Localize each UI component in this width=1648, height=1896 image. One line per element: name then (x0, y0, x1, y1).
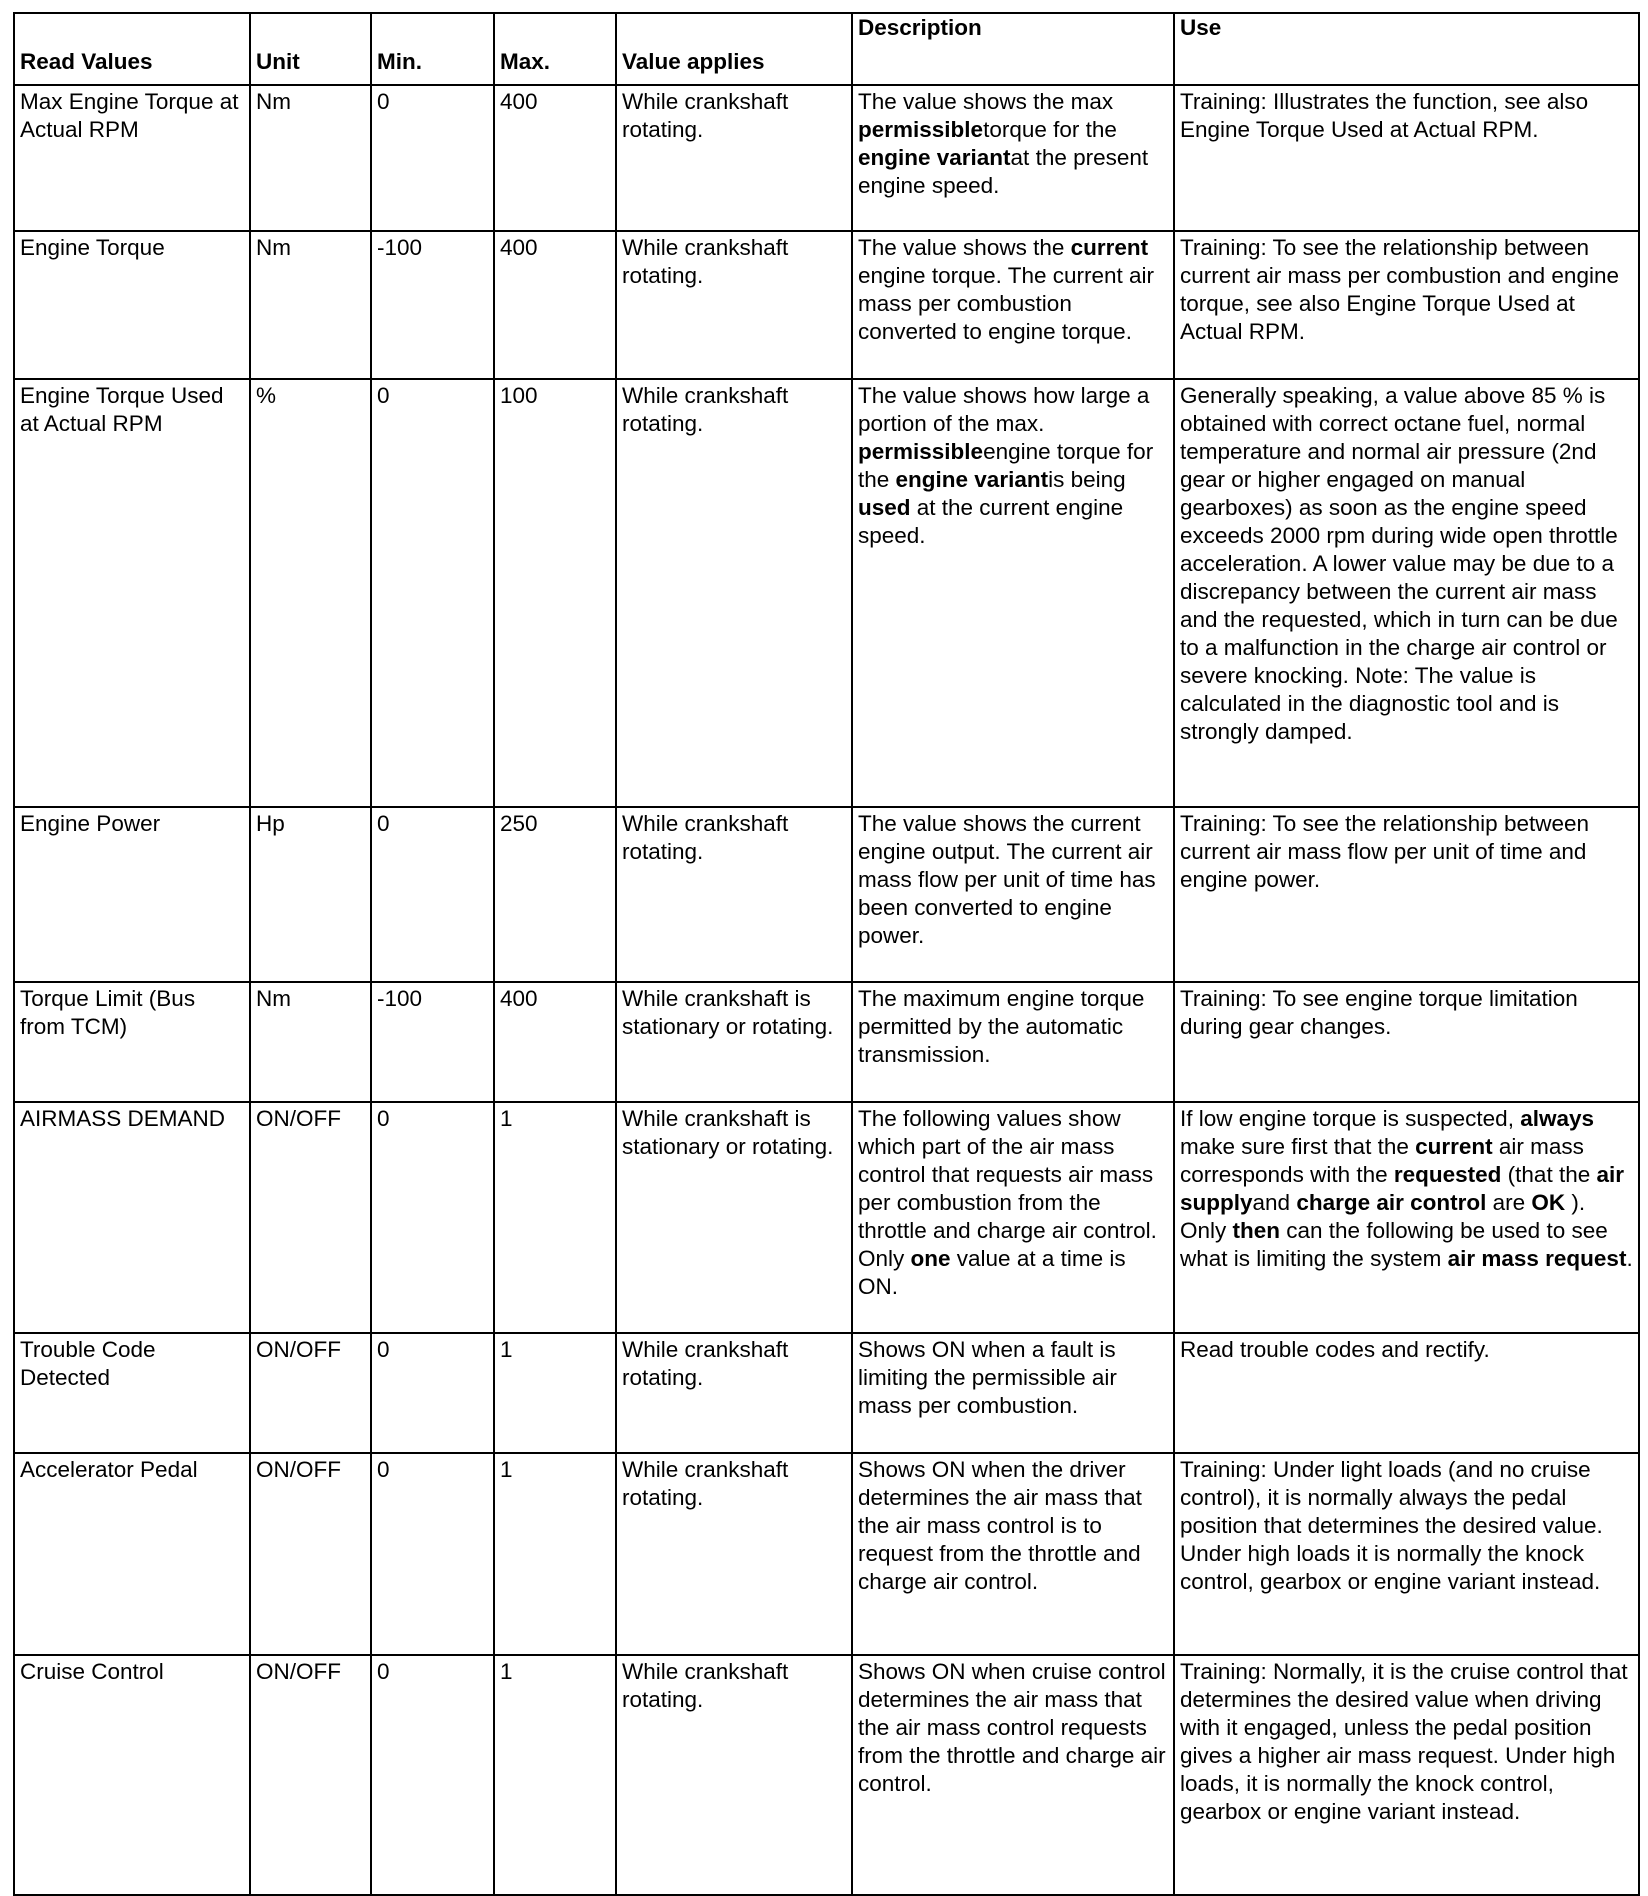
cell-read-value: Max Engine Torque at Actual RPM (14, 85, 250, 231)
cell-description-text: value at a time is ON. (858, 1246, 1126, 1299)
table-row (14, 1102, 1639, 1333)
cell-read-value: AIRMASS DEMAND (14, 1102, 250, 1333)
header-row (14, 13, 1639, 85)
cell-unit: Nm (250, 982, 371, 1102)
cell-description-text: The value shows how large a portion of the max. (858, 383, 1150, 436)
cell-use-text: Training: To see engine torque limitation during gear changes. (1180, 986, 1578, 1039)
cell-description-emphasis: one (910, 1246, 951, 1271)
cell-description-text: Shows ON when a fault is limiting the permissible air mass per combustion. (858, 1337, 1117, 1418)
cell-description-emphasis: permissible (858, 117, 984, 142)
cell-description (852, 1102, 1174, 1333)
cell-use-emphasis: always (1520, 1106, 1595, 1131)
cell-use (1174, 1102, 1639, 1333)
cell-use-text: (that the (1501, 1162, 1597, 1187)
cell-value-applies: While crankshaft is stationary or rotating. (616, 1102, 852, 1333)
table-row (14, 982, 1639, 1102)
cell-description-emphasis: current (1070, 235, 1149, 260)
cell-description (852, 379, 1174, 807)
cell-description-text: The value shows the (858, 235, 1071, 260)
table-row (14, 85, 1639, 231)
cell-description-text: Shows ON when the driver determines the air mass that the air mass control is to request from the throttle and charge air control. (858, 1457, 1142, 1594)
cell-description-text: The value shows the max (858, 89, 1114, 114)
cell-use-text: Training: To see the relationship between current air mass flow per unit of time and engine power. (1180, 811, 1590, 892)
cell-value-applies: While crankshaft rotating. (616, 231, 852, 379)
cell-description (852, 85, 1174, 231)
cell-description-text: is being (1048, 467, 1126, 492)
header-unit: Unit (250, 13, 371, 85)
cell-read-value: Engine Power (14, 807, 250, 982)
cell-use-text: air mass corresponds with the (1180, 1134, 1584, 1187)
cell-description-text: The maximum engine torque permitted by the automatic transmission. (858, 986, 1145, 1067)
cell-description (852, 807, 1174, 982)
cell-read-value: Engine Torque (14, 231, 250, 379)
cell-use (1174, 982, 1639, 1102)
header-max: Max. (494, 13, 616, 85)
cell-description (852, 1655, 1174, 1895)
cell-use-text: and (1252, 1190, 1297, 1215)
cell-description-text: at the current engine speed. (858, 495, 1124, 548)
cell-unit: Nm (250, 231, 371, 379)
cell-use-emphasis: then (1232, 1218, 1281, 1243)
cell-max: 1 (494, 1655, 616, 1895)
cell-description-text: engine torque. The current air mass per combustion converted to engine torque. (858, 263, 1155, 344)
cell-description-text: The following values show which part of the air mass control that requests air mass per combustion from the throttle and charge air control. Only (858, 1106, 1157, 1271)
cell-max: 250 (494, 807, 616, 982)
cell-read-value: Engine Torque Used at Actual RPM (14, 379, 250, 807)
cell-value-applies: While crankshaft rotating. (616, 807, 852, 982)
cell-use (1174, 1655, 1639, 1895)
cell-use (1174, 807, 1639, 982)
cell-max: 400 (494, 982, 616, 1102)
cell-unit: % (250, 379, 371, 807)
cell-description-text: The value shows the current engine output. The current air mass flow per unit of time has been converted to engine power. (858, 811, 1156, 948)
cell-description (852, 1453, 1174, 1655)
cell-value-applies: While crankshaft rotating. (616, 1655, 852, 1895)
cell-min: -100 (371, 231, 494, 379)
cell-description-emphasis: used (858, 495, 911, 520)
cell-min: 0 (371, 1102, 494, 1333)
cell-description-text: at the present engine speed. (858, 145, 1149, 198)
cell-unit: Hp (250, 807, 371, 982)
cell-use-emphasis: OK (1531, 1190, 1566, 1215)
cell-use (1174, 379, 1639, 807)
cell-min: 0 (371, 1453, 494, 1655)
cell-use-text: Training: Illustrates the function, see also Engine Torque Used at Actual RPM. (1180, 89, 1589, 142)
header-use: Use (1174, 13, 1639, 85)
cell-max: 400 (494, 231, 616, 379)
cell-description-emphasis: engine variant (858, 145, 1011, 170)
cell-use-text: Read trouble codes and rectify. (1180, 1337, 1490, 1362)
cell-use-emphasis: air mass request (1447, 1246, 1627, 1271)
cell-use (1174, 231, 1639, 379)
read-values-table (13, 12, 1640, 1896)
cell-min: 0 (371, 1333, 494, 1453)
cell-use (1174, 1333, 1639, 1453)
cell-use-text: ). Only (1180, 1190, 1586, 1243)
cell-use-text: If low engine torque is suspected, (1180, 1106, 1521, 1131)
cell-use-text: Training: Normally, it is the cruise control that determines the desired value when driving with it engaged, unless the pedal position gives a higher air mass request. Under high loads, it is normally the knock control, gearbox or engine variant instead. (1180, 1659, 1628, 1824)
cell-unit: Nm (250, 85, 371, 231)
header-min: Min. (371, 13, 494, 85)
cell-read-value: Torque Limit (Bus from TCM) (14, 982, 250, 1102)
cell-description-emphasis: permissible (858, 439, 984, 464)
cell-use-emphasis: charge air control (1296, 1190, 1487, 1215)
cell-unit: ON/OFF (250, 1655, 371, 1895)
cell-max: 1 (494, 1102, 616, 1333)
cell-unit: ON/OFF (250, 1102, 371, 1333)
cell-value-applies: While crankshaft rotating. (616, 1333, 852, 1453)
table-row (14, 1655, 1639, 1895)
cell-min: 0 (371, 807, 494, 982)
cell-use-emphasis: current (1415, 1134, 1493, 1159)
header-description: Description (852, 13, 1174, 85)
cell-use-text: can the following be used to see what is limiting the system (1180, 1218, 1608, 1271)
cell-use-text: Generally speaking, a value above 85 % is obtained with correct octane fuel, normal temperature and normal air pressure (2nd gear or higher engaged on manual gearboxes) as soon as the engine speed exceeds 2000 rpm during wide open throttle acceleration. A lower value may be due to a discrepancy between the current air mass and the requested, which in turn can be due to a malfunction in the charge air control or severe knocking. Note: The value is calculated in the diagnostic tool and is strongly damped. (1180, 383, 1618, 744)
table-row (14, 379, 1639, 807)
cell-value-applies: While crankshaft is stationary or rotating. (616, 982, 852, 1102)
cell-use-text: Training: To see the relationship between current air mass per combustion and engine torque, see also Engine Torque Used at Actual RPM. (1180, 235, 1619, 344)
cell-description-text: Shows ON when cruise control determines the air mass that the air mass control requests from the throttle and charge air control. (858, 1659, 1166, 1796)
cell-min: 0 (371, 1655, 494, 1895)
cell-description (852, 982, 1174, 1102)
cell-use-text: Training: Under light loads (and no cruise control), it is normally always the pedal position that determines the desired value. Under high loads it is normally the knock control, gearbox or engine variant instead. (1180, 1457, 1603, 1594)
cell-read-value: Trouble Code Detected (14, 1333, 250, 1453)
cell-use-text: make sure first that the (1180, 1134, 1416, 1159)
cell-use-emphasis: air supply (1180, 1162, 1625, 1215)
table-row (14, 1333, 1639, 1453)
cell-use-text: . (1626, 1246, 1633, 1271)
table-row (14, 231, 1639, 379)
cell-value-applies: While crankshaft rotating. (616, 1453, 852, 1655)
cell-max: 1 (494, 1453, 616, 1655)
cell-read-value: Cruise Control (14, 1655, 250, 1895)
cell-description (852, 1333, 1174, 1453)
cell-min: -100 (371, 982, 494, 1102)
cell-max: 100 (494, 379, 616, 807)
header-read-values: Read Values (14, 13, 250, 85)
cell-use-emphasis: requested (1393, 1162, 1502, 1187)
cell-max: 1 (494, 1333, 616, 1453)
cell-description-text: torque for the (983, 117, 1117, 142)
cell-description (852, 231, 1174, 379)
cell-unit: ON/OFF (250, 1333, 371, 1453)
cell-unit: ON/OFF (250, 1453, 371, 1655)
cell-description-emphasis: engine variant (895, 467, 1049, 492)
cell-use (1174, 85, 1639, 231)
cell-read-value: Accelerator Pedal (14, 1453, 250, 1655)
cell-value-applies: While crankshaft rotating. (616, 379, 852, 807)
header-value-applies: Value applies (616, 13, 852, 85)
table-row (14, 1453, 1639, 1655)
cell-min: 0 (371, 85, 494, 231)
cell-description-text: engine torque for the (858, 439, 1154, 492)
cell-value-applies: While crankshaft rotating. (616, 85, 852, 231)
cell-max: 400 (494, 85, 616, 231)
cell-min: 0 (371, 379, 494, 807)
cell-use (1174, 1453, 1639, 1655)
cell-use-text: are (1486, 1190, 1532, 1215)
table-row (14, 807, 1639, 982)
table-body (14, 85, 1639, 1895)
